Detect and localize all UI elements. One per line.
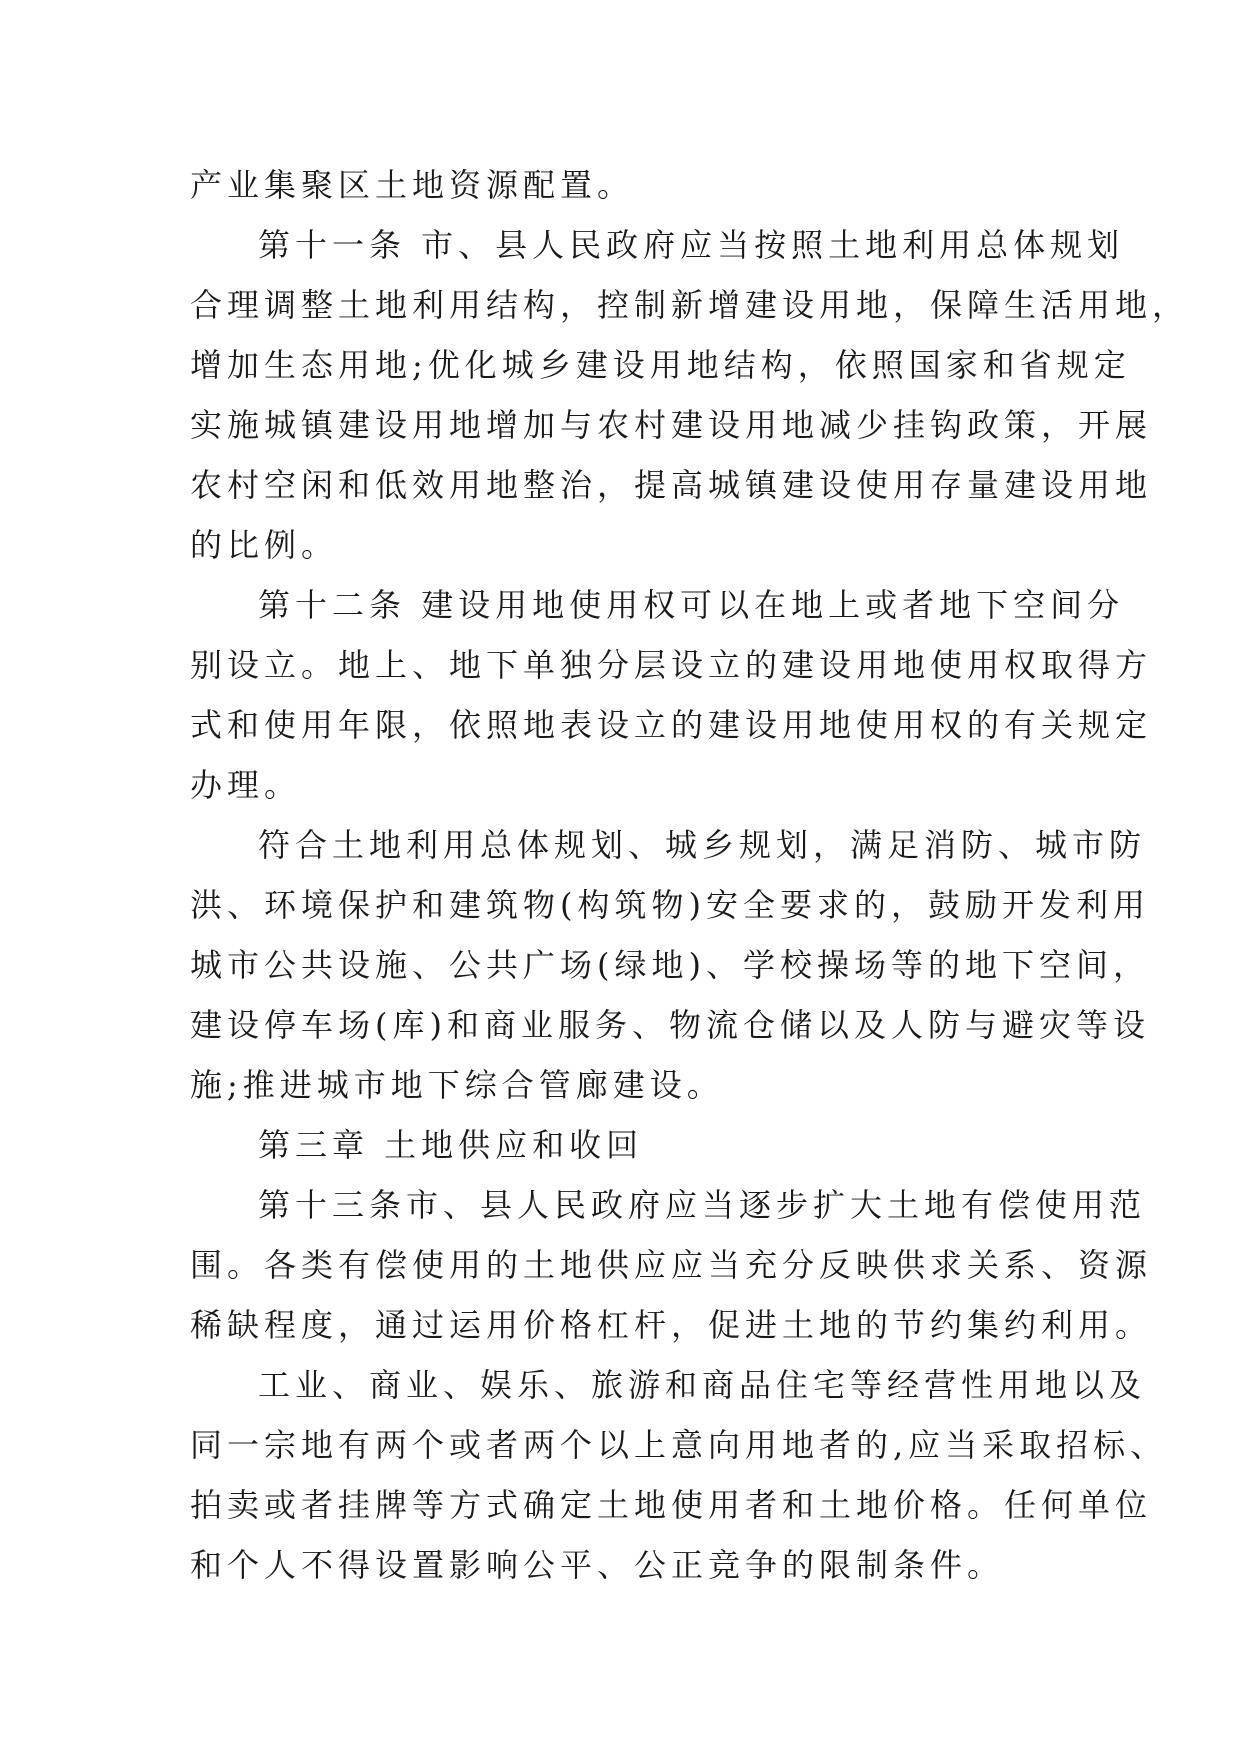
- text-line: 式和使用年限，依照地表设立的建设用地使用权的有关规定: [190, 706, 1153, 744]
- text-line: 拍卖或者挂牌等方式确定土地使用者和土地价格。任何单位: [190, 1486, 1153, 1524]
- text-line: 实施城镇建设用地增加与农村建设用地减少挂钩政策，开展: [190, 406, 1153, 444]
- text-line: 和个人不得设置影响公平、公正竞争的限制条件。: [190, 1546, 1005, 1584]
- text-line: 稀缺程度，通过运用价格杠杆，促进土地的节约集约利用。: [190, 1306, 1153, 1344]
- commercial-land-paragraph: [190, 1355, 1168, 1595]
- text-line: 洪、环境保护和建筑物(构筑物)安全要求的，鼓励开发利用: [190, 886, 1150, 924]
- text-line: 农村空闲和低效用地整治，提高城镇建设使用存量建设用地: [190, 466, 1153, 504]
- text-line: 建设停车场(库)和商业服务、物流仓储以及人防与避灾等设: [190, 1006, 1150, 1044]
- text-line: 的比例。: [190, 526, 339, 564]
- text-line: 别设立。地上、地下单独分层设立的建设用地使用权取得方: [190, 646, 1153, 684]
- text-line: 第十二条 建设用地使用权可以在地上或者地下空间分: [258, 586, 1125, 624]
- text-line: 符合土地利用总体规划、城乡规划，满足消防、城市防: [258, 826, 1147, 864]
- paragraph: [190, 155, 1070, 215]
- text-line: 增加生态用地;优化城乡建设用地结构，依照国家和省规定: [190, 346, 1131, 384]
- text-line: 第十三条市、县人民政府应当逐步扩大土地有偿使用范: [258, 1186, 1147, 1224]
- article-12-paragraph: [190, 575, 1153, 815]
- text-line: 合理调整土地利用结构，控制新增建设用地，保障生活用地，: [190, 286, 1190, 324]
- text-line: 工业、商业、娱乐、旅游和商品住宅等经营性用地以及: [258, 1366, 1147, 1404]
- chapter-title: 第三章 土地供应和收回: [258, 1126, 644, 1164]
- document-body: [190, 155, 1190, 1595]
- text-line: 围。各类有偿使用的土地供应应当充分反映供求关系、资源: [190, 1246, 1153, 1284]
- text-line: 产业集聚区土地资源配置。: [190, 166, 635, 204]
- article-11-paragraph: [190, 215, 1190, 575]
- underground-space-paragraph: [190, 815, 1150, 1115]
- text-line: 办理。: [190, 766, 302, 804]
- article-13-paragraph: [190, 1175, 1153, 1355]
- text-line: 第十一条 市、县人民政府应当按照土地利用总体规划: [258, 226, 1125, 264]
- text-line: 城市公共设施、公共广场(绿地)、学校操场等的地下空间，: [190, 946, 1150, 984]
- text-line: 同一宗地有两个或者两个以上意向用地者的,应当采取招标、: [190, 1426, 1168, 1464]
- chapter-3-heading: [190, 1115, 1070, 1175]
- text-line: 施;推进城市地下综合管廊建设。: [190, 1066, 724, 1104]
